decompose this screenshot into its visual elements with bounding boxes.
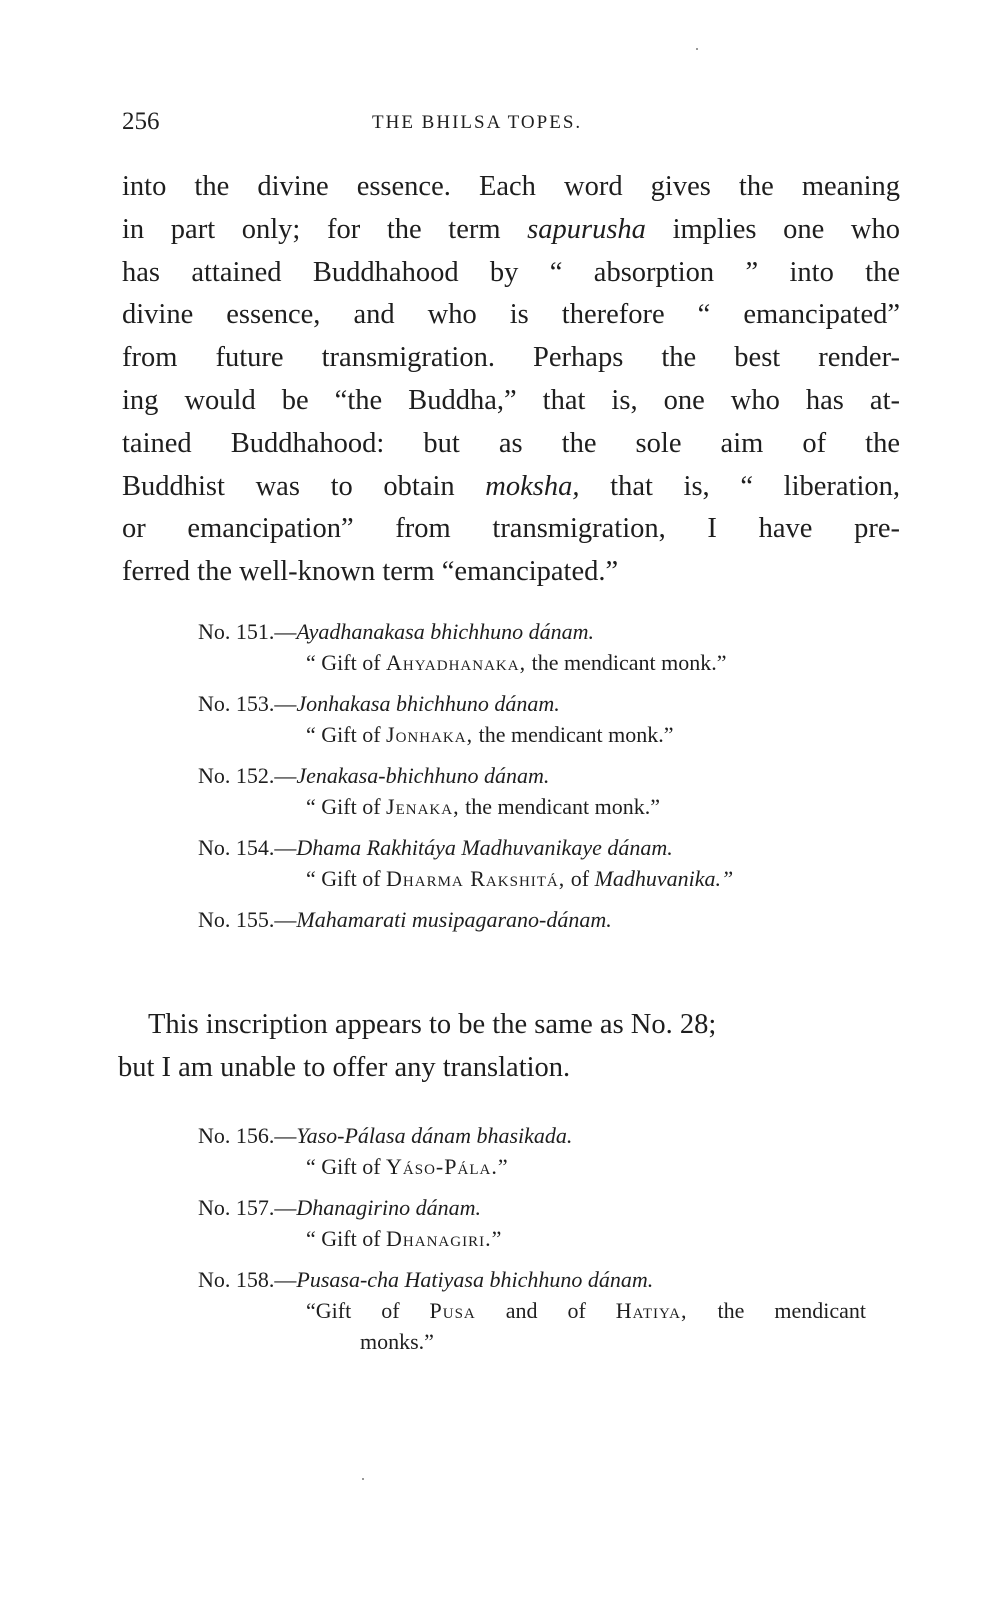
inscription-translation: “ Gift of Ahyadhanaka, the mendicant monk.” (306, 650, 727, 675)
inscription-entry (198, 1264, 898, 1357)
page-number: 256 (122, 108, 160, 135)
inscription-entry (198, 616, 898, 678)
text-line: into the divine essence. Each word gives the meaning (122, 171, 900, 202)
text-line: tained Buddhahood: but as the sole aim of the (122, 427, 900, 459)
paragraph-1 (122, 166, 900, 594)
inscription-list-b (198, 1120, 898, 1367)
scan-speck (362, 1478, 364, 1480)
text-line: Buddhist was to obtain moksha, that is, “ liberation, (122, 470, 900, 502)
inscription-heading: No. 151.—Ayadhanakasa bhichhuno dánam. (198, 619, 594, 644)
text-line: ferred the well-known term “emancipated.” (122, 556, 619, 588)
inscription-entry (198, 688, 898, 750)
inscription-heading: No. 154.—Dhama Rakhitáya Madhuvanikaye dánam. (198, 835, 673, 860)
inscription-translation: “ Gift of Dhanagiri.” (306, 1226, 503, 1251)
paragraph-2 (118, 1003, 864, 1089)
inscription-entry (198, 1120, 898, 1182)
text-line: has attained Buddhahood by “ absorption ” into the (122, 256, 900, 288)
inscription-heading: No. 153.—Jonhakasa bhichhuno dánam. (198, 691, 560, 716)
inscription-translation: “ Gift of Jonhaka, the mendicant monk.” (306, 722, 674, 747)
term-italic: moksha, (485, 470, 580, 502)
text-line: or emancipation” from transmigration, I have pre- (122, 513, 900, 545)
text-line: ing would be “the Buddha,” that is, one who has at- (122, 384, 900, 416)
inscription-heading: No. 156.—Yaso-Pálasa dánam bhasikada. (198, 1123, 573, 1148)
inscription-translation: “ Gift of Yáso-Pála.” (306, 1154, 509, 1179)
page-header (122, 108, 882, 142)
scan-speck (696, 48, 698, 50)
inscription-translation: “ Gift of Jenaka, the mendicant monk.” (306, 794, 660, 819)
running-title: THE BHILSA TOPES. (372, 112, 583, 133)
inscription-list-a (198, 616, 898, 945)
inscription-heading: No. 152.—Jenakasa-bhichhuno dánam. (198, 763, 550, 788)
inscription-entry (198, 904, 898, 935)
text-line: divine essence, and who is therefore “ emancipated” (122, 299, 900, 331)
term-italic: sapurusha (527, 213, 646, 245)
inscription-entry (198, 1192, 898, 1254)
text-line: from future transmigration. Perhaps the best render- (122, 342, 900, 374)
inscription-heading: No. 158.—Pusasa-cha Hatiyasa bhichhuno dánam. (198, 1267, 654, 1292)
inscription-entry (198, 832, 898, 894)
inscription-translation: “ Gift of Dharma Rakshitá, of Madhuvanika.” (306, 866, 734, 891)
inscription-entry (198, 760, 898, 822)
text-line: in part only; for the term sapurusha implies one who (122, 213, 900, 245)
text-line: This inscription appears to be the same as No. 28; (148, 1009, 717, 1040)
inscription-translation: “Gift of Pusa and of Hatiya, the mendicant monks.” (306, 1298, 866, 1354)
text-line: but I am unable to offer any translation. (118, 1052, 571, 1083)
inscription-heading: No. 157.—Dhanagirino dánam. (198, 1195, 481, 1220)
inscription-heading: No. 155.—Mahamarati musipagarano-dánam. (198, 907, 612, 932)
